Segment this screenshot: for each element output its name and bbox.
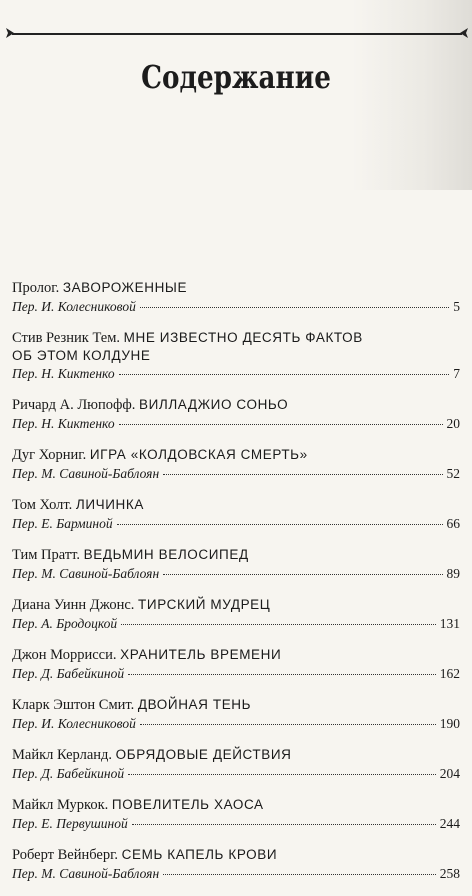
translator-name: Пер. Е. Первушиной — [12, 816, 128, 831]
page-number: 20 — [446, 416, 460, 431]
translator-name: Пер. И. Колесниковой — [12, 716, 136, 731]
toc-entry-heading — [12, 846, 460, 864]
page-number: 244 — [439, 816, 460, 831]
translator-name: Пер. А. Бродоцкой — [12, 616, 118, 631]
translator-name: Пер. Д. Бабейкиной — [12, 666, 125, 681]
translator-name: Пер. Е. Барминой — [12, 516, 113, 531]
translator-name: Пер. Н. Киктенко — [12, 416, 115, 431]
translator-name: Пер. Н. Киктенко — [12, 366, 115, 381]
toc-entry-heading — [12, 646, 460, 664]
toc-entry[interactable] — [12, 396, 460, 433]
author-name: Стив Резник Тем. — [12, 330, 120, 346]
author-name: Дуг Хорниг. — [12, 447, 87, 463]
translator-line — [12, 664, 460, 683]
translator-line — [12, 764, 460, 783]
toc-entry-heading — [12, 329, 460, 364]
translator-name: Пер. М. Савиной-Баблоян — [12, 466, 160, 481]
toc-entry[interactable] — [12, 746, 460, 783]
toc-entry-heading — [12, 496, 460, 514]
dot-leader — [140, 724, 436, 725]
author-name: Ричард А. Люпофф. — [12, 397, 136, 413]
toc-entry-heading — [12, 696, 460, 714]
toc-entry-heading — [12, 546, 460, 564]
story-title: ТИРСКИЙ МУДРЕЦ — [138, 597, 271, 612]
toc-entry[interactable] — [12, 796, 460, 833]
story-title: ВЕДЬМИН ВЕЛОСИПЕД — [83, 547, 249, 562]
page-number: 66 — [446, 516, 460, 531]
toc-entry-heading — [12, 746, 460, 764]
author-name: Роберт Вейнберг. — [12, 847, 119, 863]
author-name: Том Холт. — [12, 497, 73, 513]
translator-name: Пер. Д. Бабейкиной — [12, 766, 125, 781]
author-name: Майкл Муркок. — [12, 797, 109, 813]
story-title: ВИЛЛАДЖИО СОНЬО — [138, 397, 289, 412]
author-name: Диана Уинн Джонс. — [12, 597, 135, 613]
author-name: Майкл Керланд. — [12, 747, 113, 763]
author-name: Джон Моррисси. — [12, 647, 117, 663]
page-number: 162 — [439, 666, 460, 681]
translator-line — [12, 414, 460, 433]
toc-entry[interactable] — [12, 646, 460, 683]
story-title: ОБРЯДОВЫЕ ДЕЙСТВИЯ — [115, 747, 292, 762]
toc-entry[interactable] — [12, 329, 460, 383]
dot-leader — [163, 874, 436, 875]
dot-leader — [140, 307, 449, 308]
translator-line — [12, 614, 460, 633]
page-number: 204 — [439, 766, 460, 781]
story-title: СЕМЬ КАПЕЛЬ КРОВИ — [121, 847, 278, 862]
toc-entry[interactable] — [12, 446, 460, 483]
author-name: Кларк Эштон Смит. — [12, 697, 135, 713]
page-number: 258 — [439, 866, 460, 881]
story-title-continued: ОБ ЭТОМ КОЛДУНЕ — [12, 348, 151, 363]
dot-leader — [163, 474, 442, 475]
page-number: 131 — [439, 616, 460, 631]
translator-name: Пер. М. Савиной-Баблоян — [12, 566, 160, 581]
story-title: ЛИЧИНКА — [75, 497, 144, 512]
toc-entry[interactable] — [12, 696, 460, 733]
toc-entry-heading — [12, 446, 460, 464]
toc-entry-heading — [12, 796, 460, 814]
toc-entry[interactable] — [12, 496, 460, 533]
story-title: ЗАВОРОЖЕННЫЕ — [62, 280, 188, 295]
page-number: 190 — [439, 716, 460, 731]
page-title: Содержание — [141, 58, 331, 96]
dot-leader — [128, 774, 436, 775]
translator-line — [12, 464, 460, 483]
toc-entry[interactable] — [12, 846, 460, 883]
dot-leader — [128, 674, 436, 675]
rule-ornament-right-icon — [460, 27, 470, 39]
dot-leader — [119, 424, 443, 425]
toc-entry-heading — [12, 396, 460, 414]
page-number: 89 — [446, 566, 460, 581]
toc-entry[interactable] — [12, 279, 460, 316]
translator-line — [12, 814, 460, 833]
translator-line — [12, 364, 460, 383]
story-title: ХРАНИТЕЛЬ ВРЕМЕНИ — [120, 647, 282, 662]
translator-name: Пер. М. Савиной-Баблоян — [12, 866, 160, 881]
translator-line — [12, 514, 460, 533]
toc-entry[interactable] — [12, 596, 460, 633]
translator-line — [12, 864, 460, 883]
dot-leader — [121, 624, 436, 625]
author-name: Пролог. — [12, 280, 60, 296]
header-rule — [12, 33, 462, 35]
dot-leader — [132, 824, 436, 825]
author-name: Тим Пратт. — [12, 547, 81, 563]
translator-line — [12, 564, 460, 583]
story-title: МНЕ ИЗВЕСТНО ДЕСЯТЬ ФАКТОВ — [123, 330, 363, 345]
dot-leader — [117, 524, 443, 525]
page-number: 52 — [446, 466, 460, 481]
translator-line — [12, 297, 460, 316]
table-of-contents — [12, 279, 460, 896]
dot-leader — [163, 574, 442, 575]
toc-entry-heading — [12, 596, 460, 614]
story-title: ПОВЕЛИТЕЛЬ ХАОСА — [111, 797, 264, 812]
toc-entry[interactable] — [12, 546, 460, 583]
story-title: ИГРА «КОЛДОВСКАЯ СМЕРТЬ» — [89, 447, 308, 462]
translator-name: Пер. И. Колесниковой — [12, 299, 136, 314]
toc-entry-heading — [12, 279, 460, 297]
story-title: ДВОЙНАЯ ТЕНЬ — [137, 697, 252, 712]
dot-leader — [119, 374, 450, 375]
page-number: 7 — [453, 366, 460, 381]
translator-line — [12, 714, 460, 733]
page-number: 5 — [453, 299, 460, 314]
